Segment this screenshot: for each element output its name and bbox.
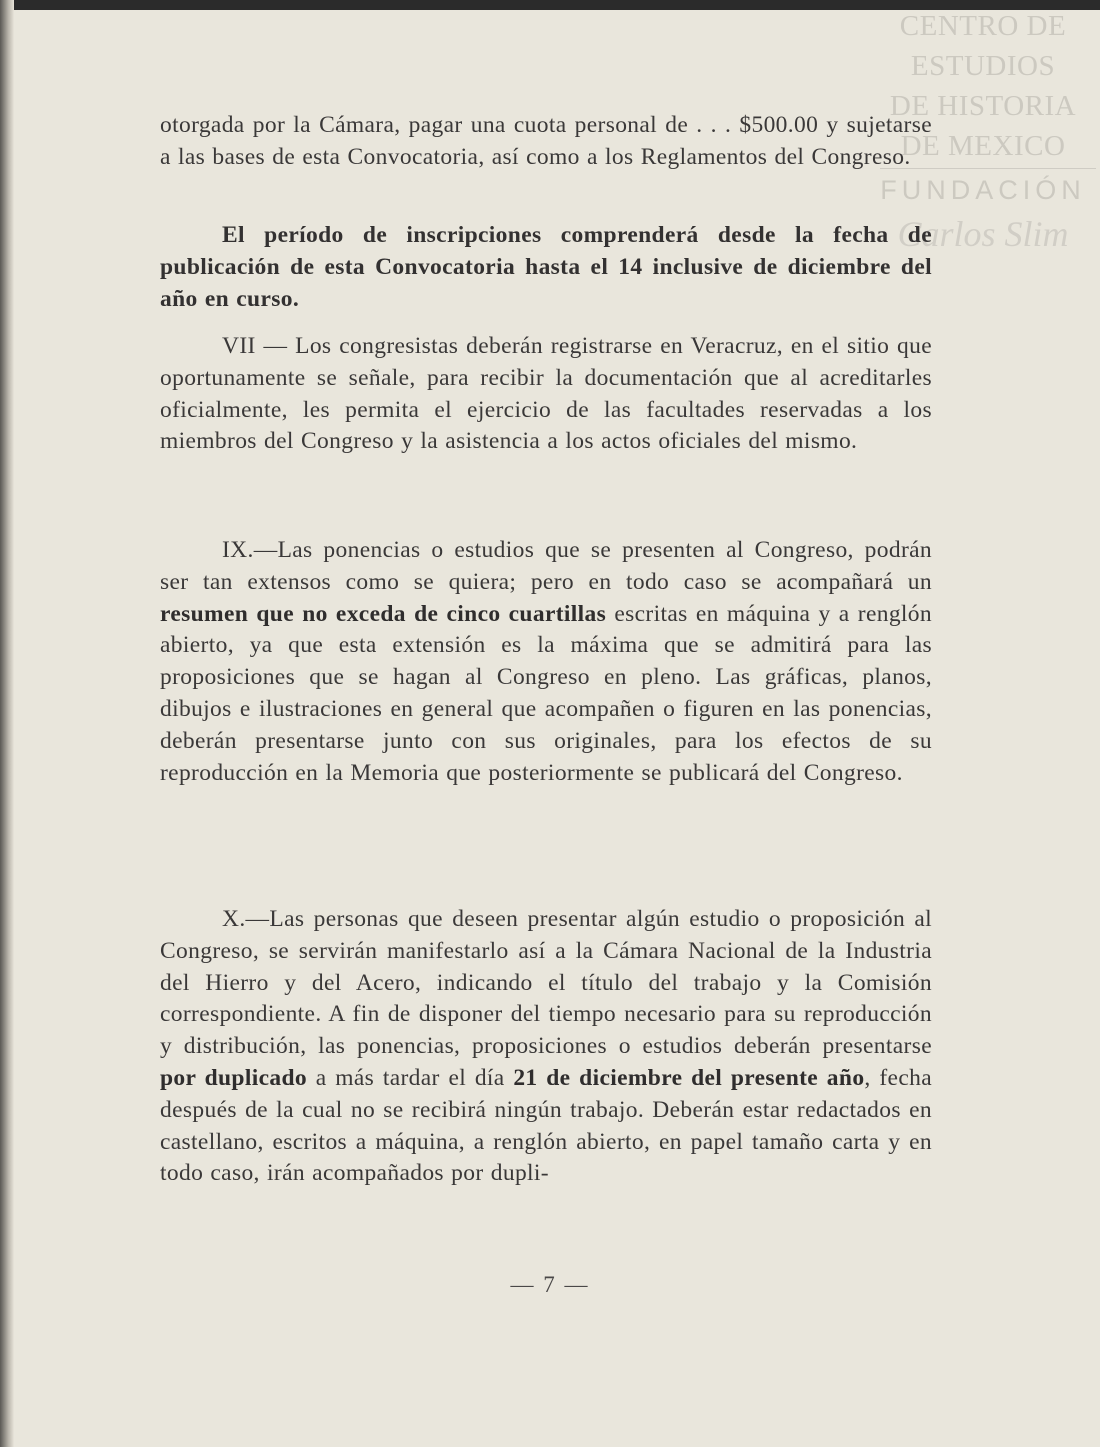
paragraph-2: El período de inscripciones comprenderá desde la fecha de publicación de esta Convocatoria hasta el 14 inclusive de diciembre del año en curso.: [160, 222, 932, 312]
paragraph-3: VII — Los congresistas deberán registrarse en Veracruz, en el sitio que oportunamente se señale, para recibir la documentación que al acreditarles oficialmente, les permita el ejercicio de las facultades reservadas a los miembros del Congreso y la asistencia a los actos oficiales del mismo.: [160, 333, 932, 455]
paragraph-5-text-c: a más tardar el día: [307, 1064, 514, 1091]
paragraph-4-text-c: escritas en máquina y a renglón abierto, ya que esta extensión es la máxima que se admitirá para las proposiciones que se hagan al Congreso en pleno. Las gráficas, planos, dibujos e ilustraciones en general que acompañen o figuren en las ponencias, deberán presentarse junto con sus originales, para los efectos de su reproducción en la Memoria que posteriormente se publicará del Congreso.: [160, 600, 933, 786]
scan-top-edge: [0, 0, 1100, 10]
paragraph-5: [160, 904, 932, 1190]
paragraph-4-bold: resumen que no exceda de cinco cuartillas: [160, 600, 607, 627]
page-number: — 7 —: [510, 1272, 590, 1297]
watermark-line-5: FUNDACIÓN: [880, 175, 1086, 205]
paragraph-5-bold-duplicado: por duplicado: [160, 1064, 308, 1091]
watermark-line-3: DE HISTORIA: [889, 90, 1077, 122]
scan-left-edge: [0, 0, 14, 1447]
paragraph-5-text-a: X.—Las personas que deseen presentar algún estudio o proposición al Congreso, se servirán manifestarlo así a la Cámara Nacional de la Industria del Hierro y del Acero, indicando el título del trabajo y la Comisión correspondiente. A fin de disponer del tiempo necesario para su reproducción y distribución, las ponencias, proposiciones o estudios deberán presentarse: [160, 906, 932, 1060]
paragraph-4: [160, 535, 932, 789]
paragraph-5-text-e: , fecha después de la cual no se recibirá ningún trabajo. Deberán estar redactados en castellano, escritos a máquina, a renglón abierto, en papel tamaño carta y en todo caso, irán acompañados por dupli-: [160, 1064, 932, 1187]
watermark-line-2: ESTUDIOS: [910, 50, 1056, 82]
watermark-line-1: CENTRO DE: [899, 10, 1067, 42]
paragraph-4-text-a: IX.—Las ponencias o estudios que se presenten al Congreso, podrán ser tan extensos como se quiera; pero en todo caso se acompañará un: [160, 537, 932, 595]
paragraph-5-bold-date: 21 de diciembre del presente año: [513, 1064, 865, 1091]
watermark-line-4: DE MEXICO: [900, 130, 1066, 162]
paragraph-1: otorgada por la Cámara, pagar una cuota personal de . . . $500.00 y sujetarse a las bases de esta Convocatoria, así como a los Reglamentos del Congreso.: [160, 112, 932, 170]
watermark-signature: Carlos Slim: [897, 214, 1069, 254]
